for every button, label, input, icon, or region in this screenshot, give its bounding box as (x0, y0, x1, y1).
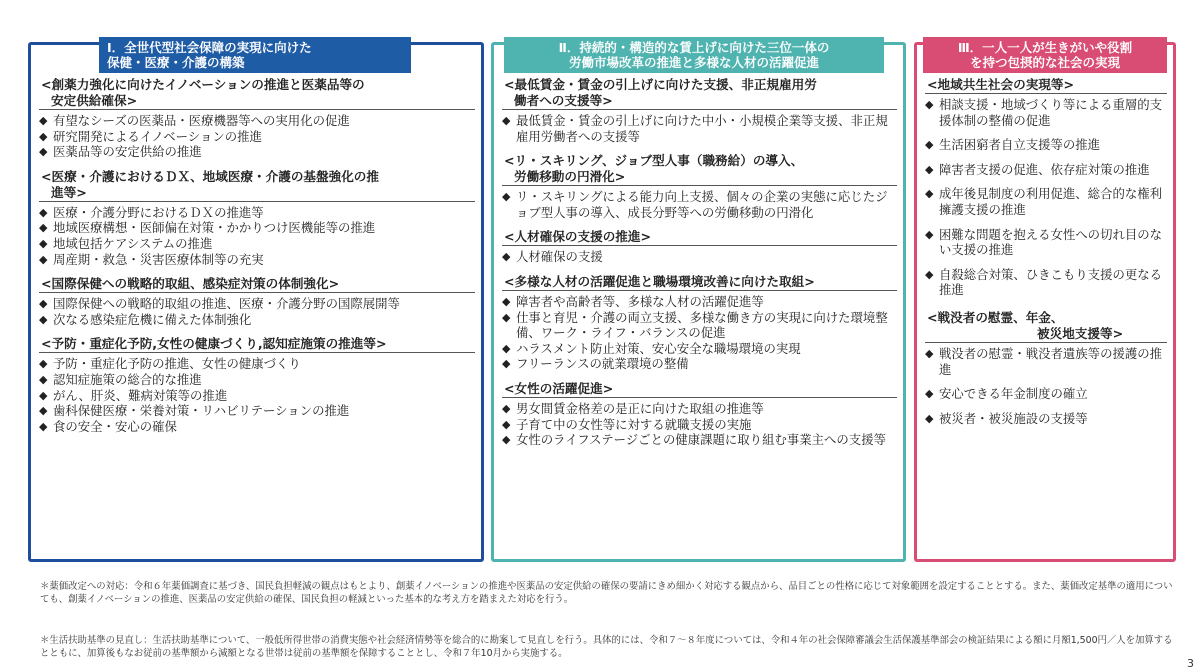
section-title: <人材確保の支援の推進> (502, 229, 897, 246)
footnote-drug-pricing: ＊薬価改定への対応：令和６年薬価調査に基づき、国民負担軽減の観点はもとより、創薬イノベーションの推進や医薬品の安定供給の確保の要請にきめ細かく対応する観点から、品目ごとの性格に応じて対象範囲を設定することとする。また、薬価改定基準の適用についても、創薬イノベーションの推進、医薬品の安定供給の確保、国民負担の軽減といった基本的な考え方を踏まえた対応を行う。 (40, 581, 1173, 605)
list-item: ◆ 有望なシーズの医薬品・医療機器等への実用化の促進 (39, 113, 475, 129)
list-item: ◆ 予防・重症化予防の推進、女性の健康づくり (39, 356, 475, 372)
section-title: <リ・スキリング、ジョブ型人事（職務給）の導入、 労働移動の円滑化> (502, 153, 897, 186)
section-title: <戦没者の慰霊、年金、 被災地支援等> (925, 310, 1167, 343)
list-item: ◆ リ・スキリングによる能力向上支援、個々の企業の実態に応じたジョブ型人事の導入、成長分野等への労働移動の円滑化 (502, 189, 897, 220)
section-medical-dx (39, 169, 475, 267)
list-item: ◆ 成年後見制度の利用促進、総合的な権利擁護支援の推進 (925, 186, 1167, 217)
list-item: ◆ 困難な問題を抱える女性への切れ目のない支援の推進 (925, 227, 1167, 258)
section-drug-innovation (39, 77, 475, 160)
list-item: ◆ 次なる感染症危機に備えた体制強化 (39, 312, 475, 328)
section-title: <地域共生社会の実現等> (925, 77, 1167, 94)
list-item: ◆ 食の安全・安心の確保 (39, 419, 475, 435)
list-item: ◆ 相談支援・地域づくり等による重層的支援体制の整備の促進 (925, 97, 1167, 128)
section-minimum-wage (502, 77, 897, 144)
footnote-livelihood-assistance: ＊生活扶助基準の見直し：生活扶助基準について、一般低所得世帯の消費実態や社会経済情勢等を総合的に勘案して見直しを行う。具体的には、令和７～８年度については、令和４年の社会保障審議会生活保護基準部会の検証結果による額に月額1,500円／人を加算するとともに、加算後もなお従前の基準額から減額となる世帯は従前の基準額を保障することとし、令和７年10月から実施する。 (40, 635, 1173, 659)
list-item: ◆ 戦没者の慰霊・戦没者遺族等の援護の推進 (925, 346, 1167, 377)
section-title: <医療・介護におけるＤＸ、地域医療・介護の基盤強化の推 進等> (39, 169, 475, 202)
list-item: ◆ 地域医療構想・医師偏在対策・かかりつけ医機能等の推進 (39, 220, 475, 236)
list-item: ◆ 医薬品等の安定供給の推進 (39, 144, 475, 160)
list-item: ◆ 周産期・救急・災害医療体制等の充実 (39, 252, 475, 268)
list-item: ◆ 自殺総合対策、ひきこもり支援の更なる推進 (925, 267, 1167, 298)
section-diverse-talent (502, 274, 897, 372)
list-item: ◆ 国際保健への戦略的取組の推進、医療・介護分野の国際展開等 (39, 296, 475, 312)
list-item: ◆ 被災者・被災施設の支援等 (925, 411, 1167, 427)
list-item: ◆ がん、肝炎、難病対策等の推進 (39, 388, 475, 404)
section-prevention (39, 336, 475, 434)
list-item: ◆ ハラスメント防止対策、安心安全な職場環境の実現 (502, 341, 897, 357)
column-3-inclusive-society (914, 42, 1176, 562)
list-item: ◆ 子育て中の女性等に対する就職支援の実施 (502, 417, 897, 433)
list-item: ◆ 最低賃金・賃金の引上げに向けた中小・小規模企業等支援、非正規雇用労働者への支援等 (502, 113, 897, 144)
list-item: ◆ 歯科保健医療・栄養対策・リハビリテーションの推進 (39, 403, 475, 419)
section-reskilling (502, 153, 897, 220)
section-title: <多様な人材の活躍促進と職場環境改善に向けた取組> (502, 274, 897, 291)
list-item: ◆ 研究開発によるイノベーションの推進 (39, 129, 475, 145)
section-title: <女性の活躍促進> (502, 381, 897, 398)
section-women-activity (502, 381, 897, 448)
column-1-health-medical-care (28, 42, 484, 562)
section-talent-acquisition (502, 229, 897, 265)
column-2-heading: Ⅱ．持続的・構造的な賃上げに向けた三位一体の 労働市場改革の推進と多様な人材の活躍促進 (504, 37, 884, 73)
section-community (925, 77, 1167, 298)
list-item: ◆ 生活困窮者自立支援等の推進 (925, 137, 1167, 153)
section-title: <創薬力強化に向けたイノベーションの推進と医薬品等の 安定供給確保> (39, 77, 475, 110)
list-item: ◆ 男女間賃金格差の是正に向けた取組の推進等 (502, 401, 897, 417)
column-1-heading: Ⅰ．全世代型社会保障の実現に向けた 保健・医療・介護の構築 (99, 37, 411, 73)
list-item: ◆ 仕事と育児・介護の両立支援、多様な働き方の実現に向けた環境整備、ワーク・ライフ・バランスの促進 (502, 310, 897, 341)
list-item: ◆ 地域包括ケアシステムの推進 (39, 236, 475, 252)
column-2-labor-market (491, 42, 906, 562)
section-title: <予防・重症化予防,女性の健康づくり,認知症施策の推進等> (39, 336, 475, 353)
list-item: ◆ 障害者支援の促進、依存症対策の推進 (925, 162, 1167, 178)
page-number: 3 (1187, 657, 1194, 670)
list-item: ◆ 人材確保の支援 (502, 249, 897, 265)
list-item: ◆ 安心できる年金制度の確立 (925, 386, 1167, 402)
list-item: ◆ 認知症施策の総合的な推進 (39, 372, 475, 388)
section-war-dead-pension (925, 310, 1167, 426)
list-item: ◆ 医療・介護分野におけるＤＸの推進等 (39, 205, 475, 221)
list-item: ◆ フリーランスの就業環境の整備 (502, 356, 897, 372)
section-title: <国際保健への戦略的取組、感染症対策の体制強化> (39, 276, 475, 293)
list-item: ◆ 障害者や高齢者等、多様な人材の活躍促進等 (502, 294, 897, 310)
section-title: <最低賃金・賃金の引上げに向けた支援、非正規雇用労 働者への支援等> (502, 77, 897, 110)
column-3-heading: Ⅲ．一人一人が生きがいや役割 を持つ包摂的な社会の実現 (923, 37, 1167, 73)
section-global-health (39, 276, 475, 327)
list-item: ◆ 女性のライフステージごとの健康課題に取り組む事業主への支援等 (502, 432, 897, 448)
